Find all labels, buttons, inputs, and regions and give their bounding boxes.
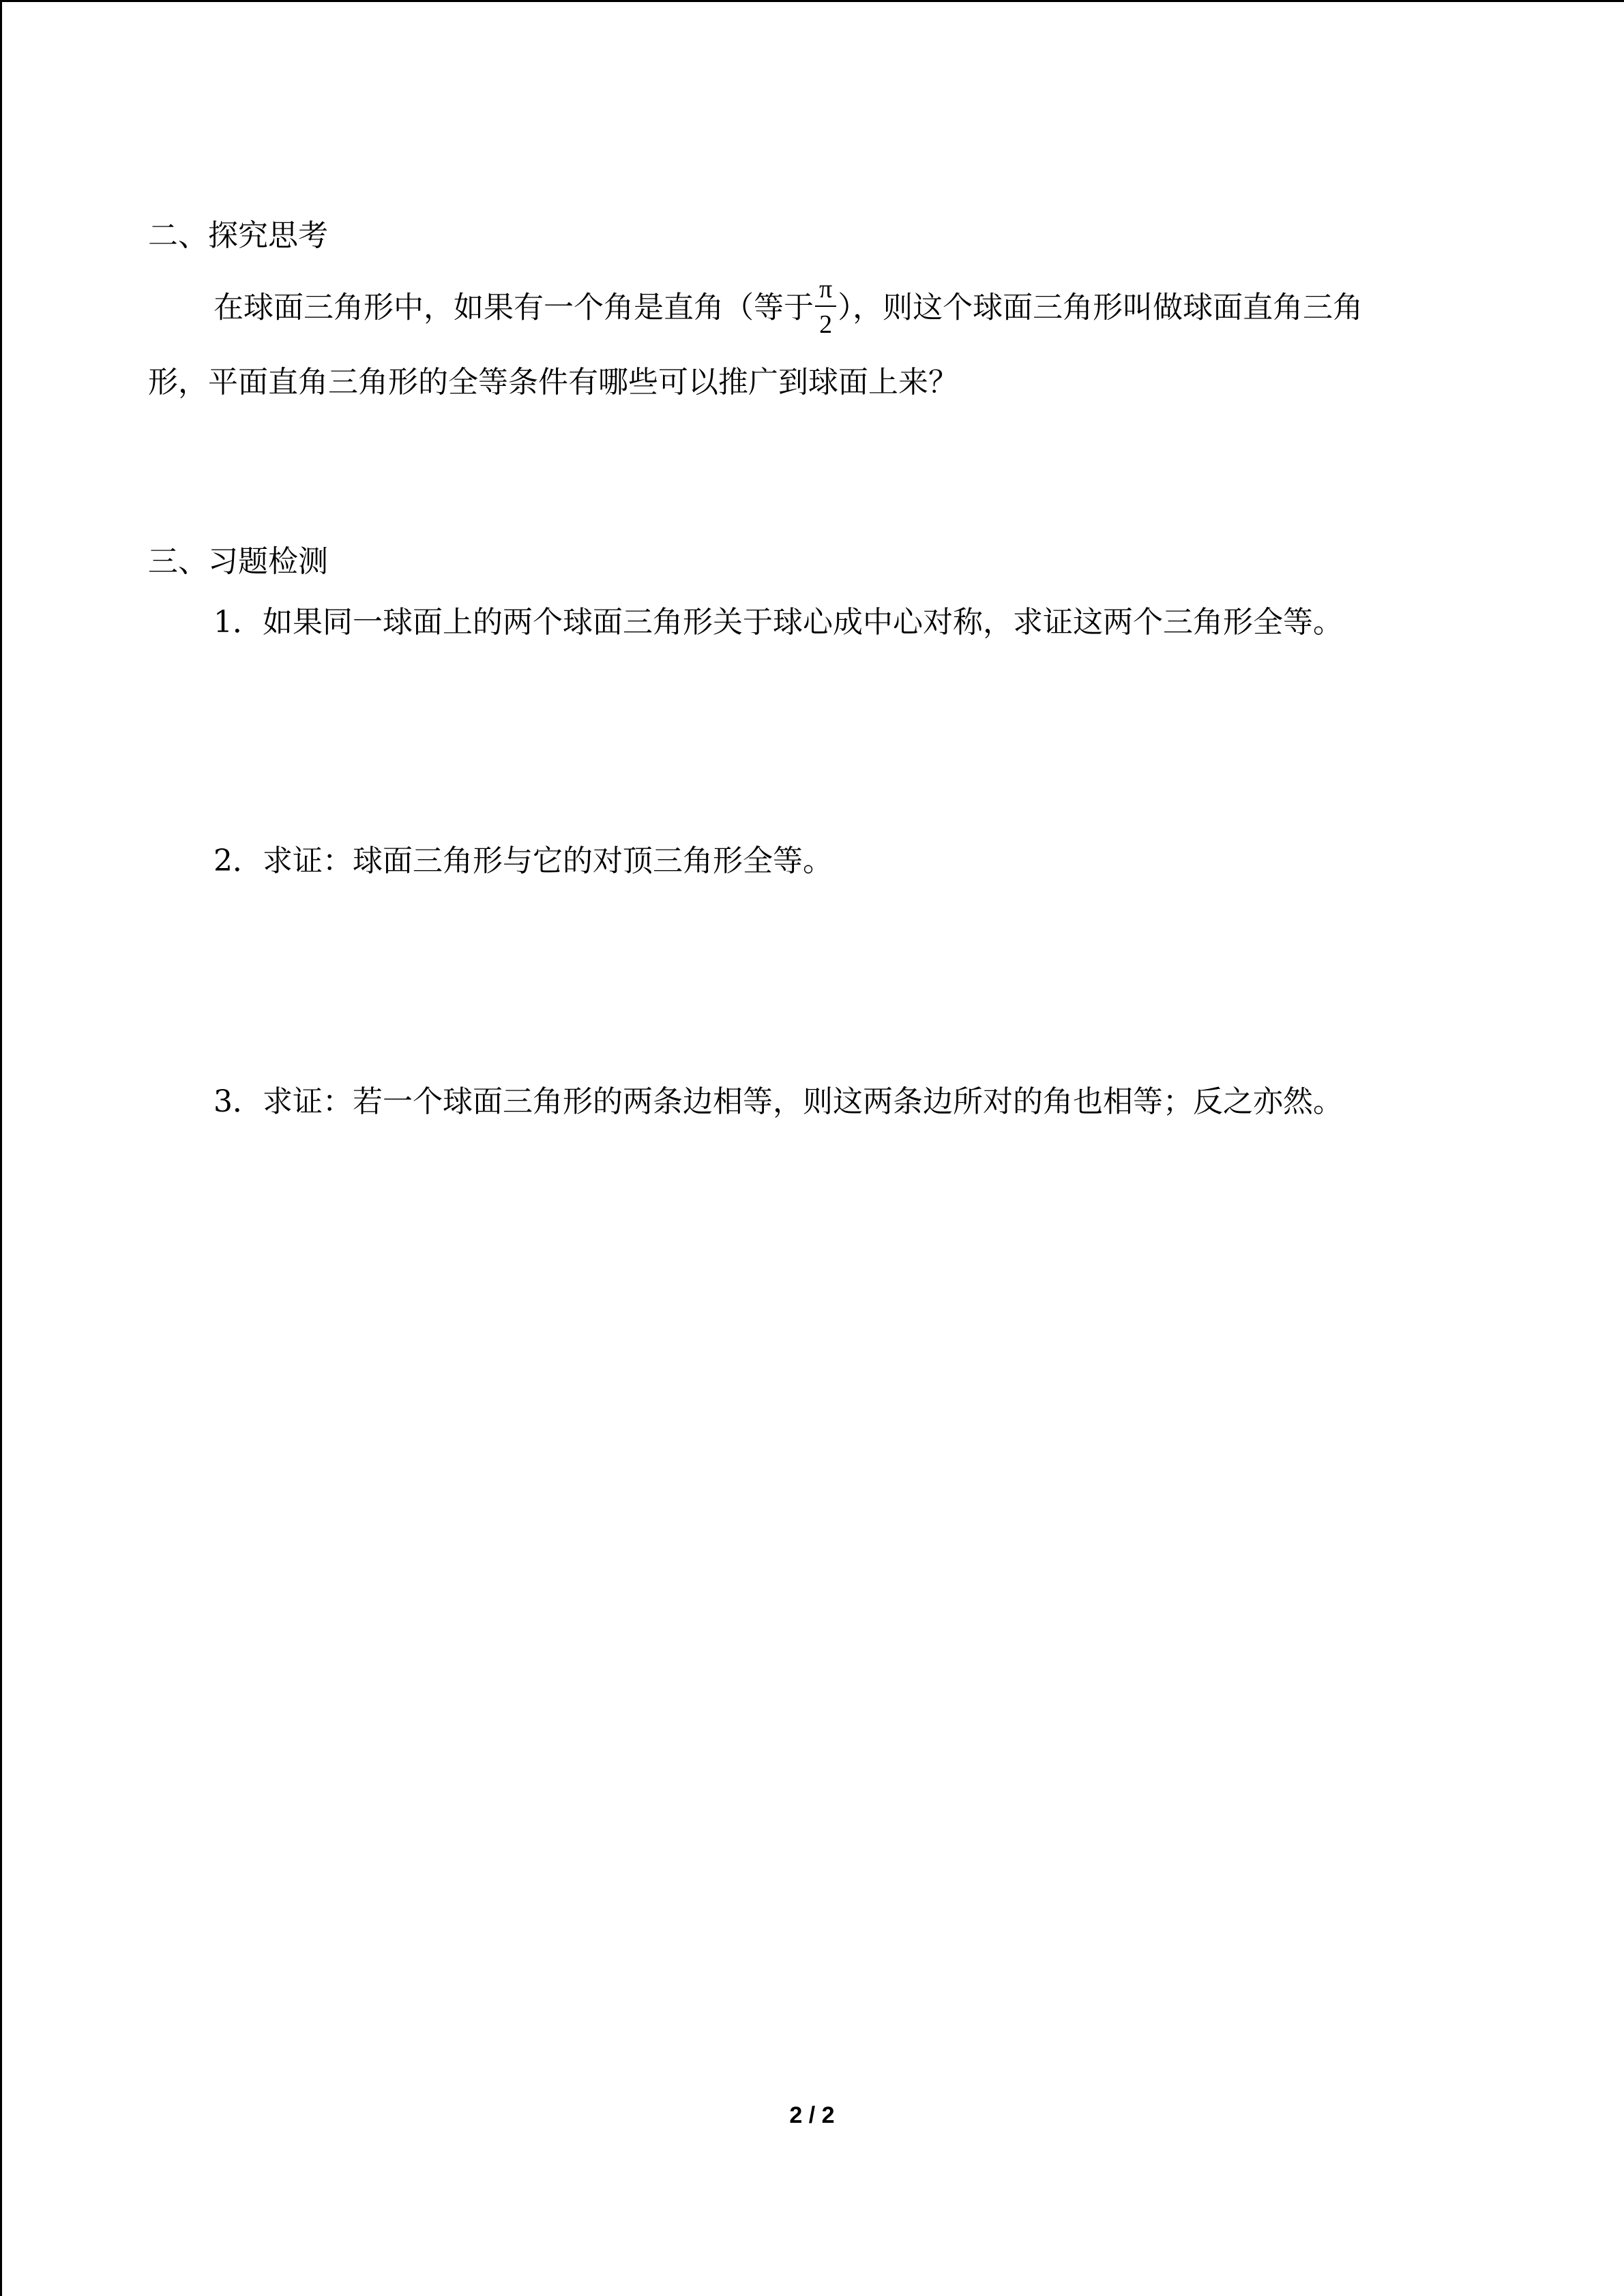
section-heading-exercises: 三、习题检测 xyxy=(148,544,328,579)
explore-paragraph-line1 xyxy=(213,275,1363,341)
section-heading-explore: 二、探究思考 xyxy=(148,218,328,253)
fraction-numerator: π xyxy=(815,275,836,307)
explore-paragraph-text-a: 在球面三角形中，如果有一个角是直角（等于 xyxy=(213,290,814,325)
explore-paragraph-line2: 形，平面直角三角形的全等条件有哪些可以推广到球面上来？ xyxy=(148,365,958,400)
page-left-border xyxy=(0,0,2,2296)
fraction-denominator: 2 xyxy=(819,310,833,339)
exercise-item-3: 3．求证：若一个球面三角形的两条边相等，则这两条边所对的角也相等；反之亦然。 xyxy=(213,1084,1343,1119)
page-top-border xyxy=(0,0,1624,2)
page-number: 2 / 2 xyxy=(789,2102,835,2128)
pi-over-two-fraction xyxy=(815,275,836,338)
exercise-item-2: 2．求证：球面三角形与它的对顶三角形全等。 xyxy=(213,844,833,878)
exercise-item-1: 1．如果同一球面上的两个球面三角形关于球心成中心对称，求证这两个三角形全等。 xyxy=(213,605,1343,640)
explore-paragraph-text-b: ），则这个球面三角形叫做球面直角三角 xyxy=(838,290,1363,325)
